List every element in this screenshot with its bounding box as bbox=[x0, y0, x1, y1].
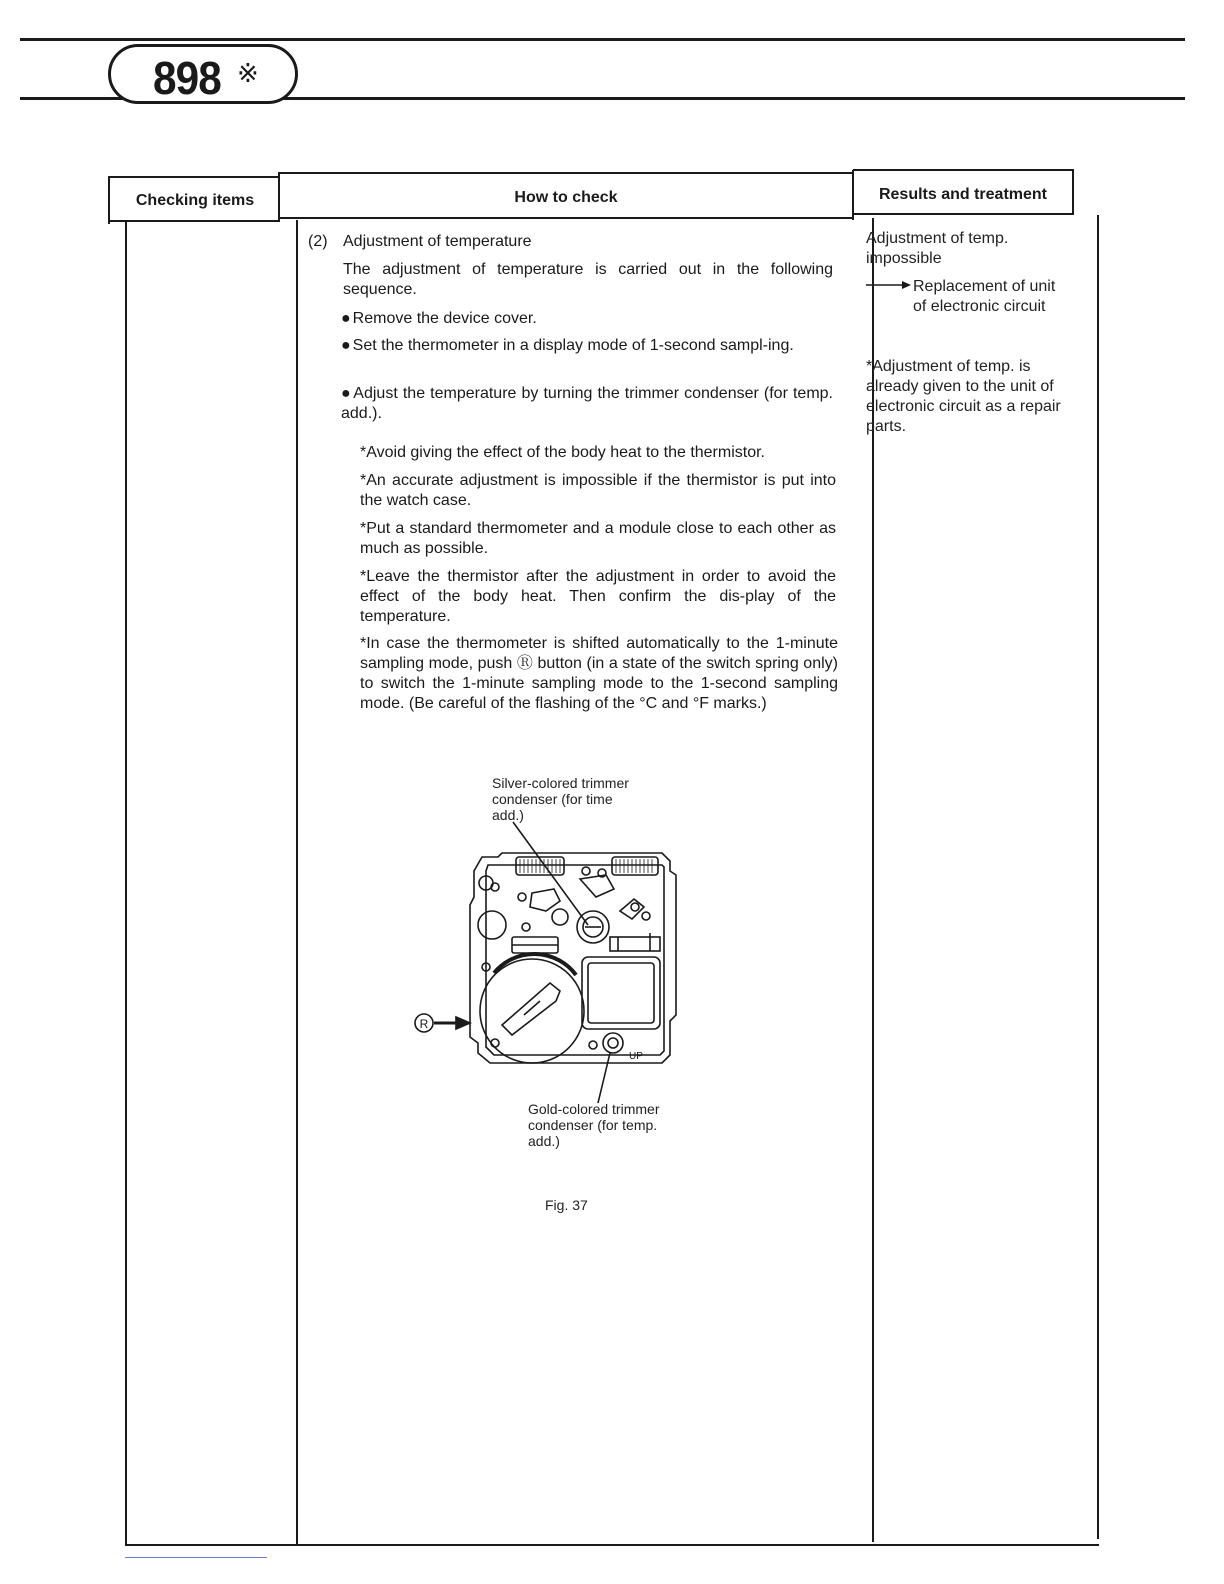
table-rule bbox=[296, 220, 298, 1544]
bullet-item: ● Set the thermometer in a display mode of 1-second sampl-ing. bbox=[341, 336, 833, 356]
table-rule bbox=[125, 1544, 1099, 1546]
button-r-label: R bbox=[419, 1017, 429, 1031]
model-number: 898 bbox=[153, 52, 221, 104]
table-rule bbox=[125, 222, 127, 1546]
table-rule bbox=[108, 176, 278, 178]
result-impossible: Adjustment of temp. impossible bbox=[866, 230, 1009, 267]
result-replacement: Replacement of unit of electronic circuit bbox=[913, 278, 1056, 315]
intro-paragraph: The adjustment of temperature is carried out in the following sequence. bbox=[343, 261, 833, 298]
arrow-right-icon bbox=[866, 279, 912, 291]
bullet-item: ● Remove the device cover. bbox=[341, 309, 833, 329]
table-rule bbox=[278, 172, 853, 174]
result-note: *Adjustment of temp. is already given to the unit of electronic circuit as a repair parts. bbox=[866, 358, 1061, 435]
table-rule bbox=[108, 220, 278, 222]
table-rule bbox=[853, 169, 1074, 171]
label-silver-condenser: Silver-colored trimmer condenser (for time add.) bbox=[492, 775, 629, 823]
section-number: (2) bbox=[308, 233, 328, 250]
figure-caption: Fig. 37 bbox=[545, 1197, 588, 1213]
note-item: *Avoid giving the effect of the body heat to the thermistor. bbox=[360, 444, 765, 461]
bullet-item: ● Adjust the temperature by turning the trimmer condenser (for temp. add.). bbox=[341, 384, 833, 424]
model-badge bbox=[108, 44, 298, 104]
note-item: *An accurate adjustment is impossible if the thermistor is put into the watch case. bbox=[360, 472, 836, 509]
watch-module-diagram bbox=[400, 815, 690, 1105]
header-rule-top bbox=[20, 38, 1185, 41]
note-item: *Put a standard thermometer and a module close to each other as much as possible. bbox=[360, 520, 836, 557]
note-item: *Leave the thermistor after the adjustment in order to avoid the effect of the body heat. Then confirm the dis-play of the temperature. bbox=[360, 568, 836, 625]
note-item: *In case the thermometer is shifted automatically to the 1-minute sampling mode, push Ⓡ button (in a state of the switch spring only) to switch the 1-minute sampling mode to the 1-second sampling mode. (Be careful of the flashing of the °C and °F marks.) bbox=[360, 635, 838, 712]
table-rule bbox=[1072, 169, 1074, 215]
label-gold-condenser: Gold-colored trimmer condenser (for temp. add.) bbox=[528, 1101, 660, 1149]
table-rule bbox=[853, 213, 1074, 215]
reference-mark: ※ bbox=[237, 59, 259, 89]
table-rule bbox=[1097, 215, 1099, 1539]
header-results-treatment: Results and treatment bbox=[878, 186, 1048, 203]
header-how-to-check: How to check bbox=[514, 189, 618, 206]
section-title: Adjustment of temperature bbox=[343, 233, 532, 250]
table-rule bbox=[278, 217, 853, 219]
up-label: UP bbox=[629, 1051, 643, 1062]
footer-line bbox=[125, 1557, 267, 1558]
table-rule bbox=[108, 220, 110, 224]
header-checking-items: Checking items bbox=[135, 192, 255, 209]
